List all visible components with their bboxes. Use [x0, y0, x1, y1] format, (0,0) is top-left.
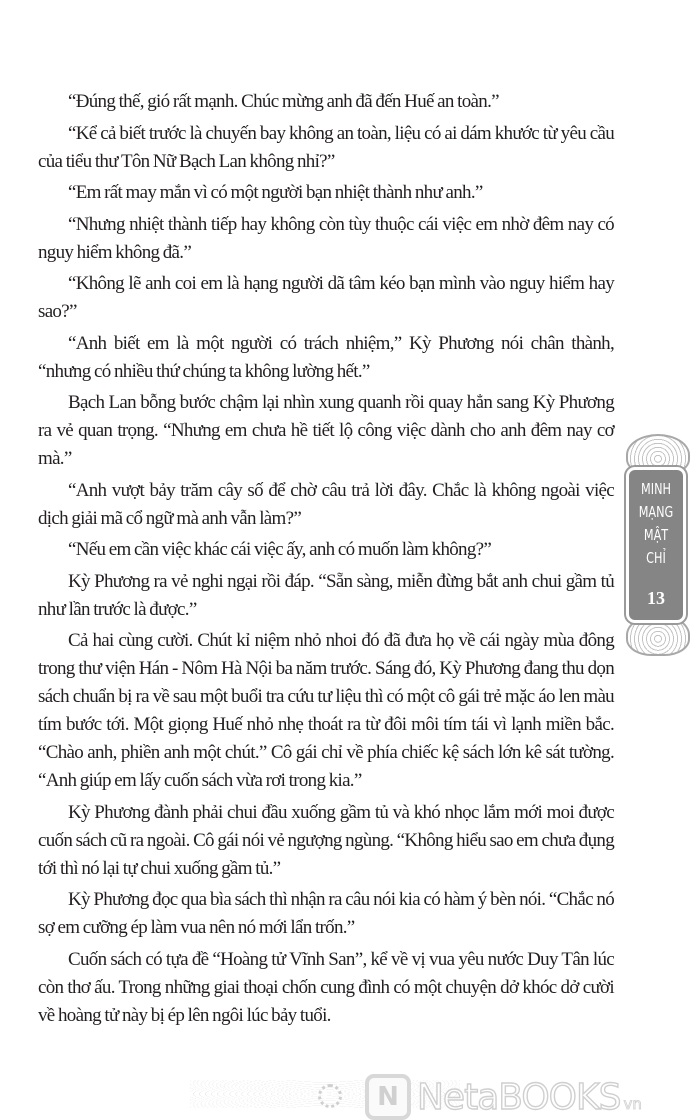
watermark-brand: NetaBOOKS — [417, 1076, 621, 1118]
paragraph: “Em rất may mắn vì có một người bạn nhiệt thành như anh.” — [68, 182, 483, 203]
paragraph: Cuốn sách có tựa đề “Hoàng tử Vĩnh San”, kể về vị vua yêu nước Duy Tân lúc còn thơ ấu. Trong những giai thoại chốn cung đình có một chuyện dở khóc dở cười về hoàng tử này bị ép lên ngôi lúc bảy tuổi. — [38, 948, 614, 1026]
paragraph: Cả hai cùng cười. Chút kỉ niệm nhỏ nhoi đó đã đưa họ về cái ngày mùa đông trong thư viện Hán - Nôm Hà Nội ba năm trước. Sáng đó, Kỳ Phương đang thu dọn sách chuẩn bị ra về sau một buổi tra cứu tư liệu thì có một cô gái trẻ mặc áo len màu tím bước tới. Một giọng Huế nhỏ nhẹ thoát ra từ đôi môi tím tái vì lạnh miền bắc. “Chào anh, phiền anh một chút.” Cô gái chỉ về phía chiếc kệ sách lớn kê sát tường. “Anh giúp em lấy cuốn sách vừa rơi trong kia.” — [38, 630, 614, 791]
paragraph: “Anh biết em là một người có trách nhiệm,” Kỳ Phương nói chân thành, “nhưng có nhiều thứ chúng ta không lường hết.” — [38, 332, 614, 382]
paragraph: “Kể cả biết trước là chuyến bay không an toàn, liệu có ai dám khước từ yêu cầu của tiểu thư Tôn Nữ Bạch Lan không nhỉ?” — [38, 122, 614, 172]
paragraph: “Anh vượt bảy trăm cây số để chờ câu trả lời đây. Chắc là không ngoài việc dịch giải mã cổ ngữ mà anh vẫn làm?” — [38, 479, 614, 529]
ornament-bottom-icon — [626, 614, 690, 656]
title-line: CHỈ — [646, 549, 666, 567]
title-line: MẬT — [643, 526, 669, 544]
book-title — [636, 478, 677, 570]
title-line: MINH — [641, 480, 671, 498]
title-line: MẠNG — [638, 503, 674, 521]
netabooks-logo-icon: N — [365, 1074, 411, 1120]
paragraph: “Đúng thế, gió rất mạnh. Chúc mừng anh đã đến Huế an toàn.” — [68, 91, 499, 112]
watermark-suffix: vn — [623, 1095, 642, 1113]
paragraph: Bạch Lan bỗng bước chậm lại nhìn xung quanh rồi quay hẳn sang Kỳ Phương ra vẻ quan trọng. “Nhưng em chưa hề tiết lộ công việc dành cho anh đêm nay cơ mà.” — [38, 392, 614, 469]
page-body-text — [38, 88, 614, 1033]
chapter-tab-body — [629, 470, 683, 620]
chapter-tab — [621, 428, 691, 658]
paragraph: Kỳ Phương ra vẻ nghi ngại rồi đáp. “Sẵn sàng, miễn đừng bắt anh chui gầm tủ như lần trước là được.” — [38, 570, 614, 620]
paragraph: “Không lẽ anh coi em là hạng người dã tâm kéo bạn mình vào nguy hiểm hay sao?” — [38, 273, 614, 322]
paragraph: Kỳ Phương đọc qua bìa sách thì nhận ra câu nói kia có hàm ý bèn nói. “Chắc nó sợ em cưỡng ép làm vua nên nó mới lẩn trốn.” — [38, 889, 614, 938]
paragraph: “Nếu em cần việc khác cái việc ấy, anh có muốn làm không?” — [68, 539, 492, 560]
watermark — [365, 1074, 642, 1120]
page-number: 13 — [647, 588, 665, 608]
footer-medallion-icon — [318, 1084, 342, 1108]
paragraph: Kỳ Phương đành phải chui đầu xuống gầm tủ và khó nhọc lắm mới moi được cuốn sách cũ ra ngoài. Cô gái nói vẻ ngượng ngùng. “Không hiểu sao em chưa đụng tới thì nó lại tự chui xuống gầm tủ.” — [38, 801, 614, 879]
paragraph: “Nhưng nhiệt thành tiếp hay không còn tùy thuộc cái việc em nhờ đêm nay có nguy hiểm không đã.” — [38, 213, 614, 263]
